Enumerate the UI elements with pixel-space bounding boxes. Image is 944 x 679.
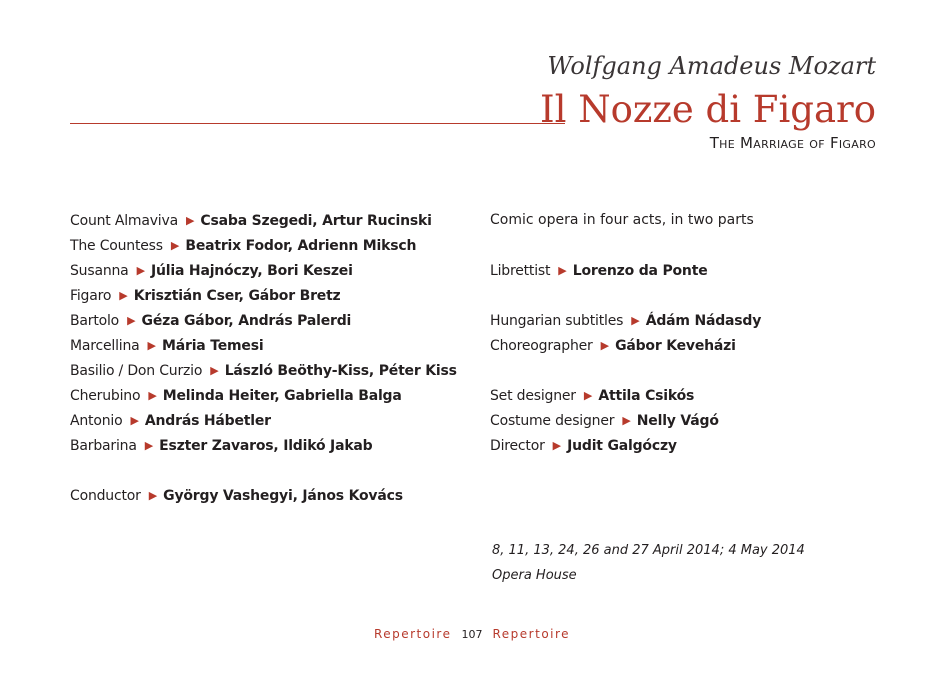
cast-row (70, 258, 457, 283)
role-label: Set designer (490, 388, 576, 404)
arrow-icon: ▶ (130, 414, 139, 427)
footer-section-right: Repertoire (492, 627, 571, 641)
role-label: Cherubino (70, 388, 141, 404)
arrow-icon: ▶ (600, 339, 610, 352)
performer-names: Júlia Hajnóczy, Bori Keszei (151, 263, 353, 279)
arrow-icon: ▶ (144, 439, 154, 452)
credit-names: Lorenzo da Ponte (572, 263, 708, 279)
role-label: Director (490, 438, 545, 454)
opera-subtitle: The Marriage of Figaro (709, 134, 876, 152)
title-rule (70, 123, 565, 124)
role-label: Basilio / Don Curzio (70, 363, 203, 379)
role-label: Marcellina (70, 338, 140, 354)
arrow-icon: ▶ (147, 339, 157, 352)
cast-row (70, 283, 457, 308)
performer-names: Géza Gábor, András Palerdi (141, 313, 352, 329)
page-number: 107 (461, 628, 483, 641)
cast-list (70, 208, 457, 508)
performer-names: Eszter Zavaros, Ildikó Jakab (159, 438, 373, 454)
performer-names: László Beöthy-Kiss, Péter Kiss (224, 363, 457, 379)
performance-info (492, 538, 805, 588)
choreographer-row (490, 333, 761, 358)
arrow-icon: ▶ (583, 389, 593, 402)
credit-names: Ádám Nádasdy (645, 313, 762, 329)
credit-names: Judit Galgóczy (567, 438, 677, 454)
production-info (490, 208, 761, 458)
conductor-row (70, 483, 457, 508)
costume-designer-row (490, 408, 761, 433)
cast-row (70, 208, 457, 233)
role-label: Susanna (70, 263, 129, 279)
performer-names: Krisztián Cser, Gábor Bretz (133, 288, 341, 304)
role-label: Bartolo (70, 313, 120, 329)
performer-names: György Vashegyi, János Kovács (163, 488, 403, 504)
cast-row (70, 358, 457, 383)
role-label: Antonio (70, 413, 123, 429)
opera-description: Comic opera in four acts, in two parts (490, 212, 754, 228)
performer-names: Mária Temesi (162, 338, 264, 354)
credit-names: Nelly Vágó (636, 413, 719, 429)
footer-section-left: Repertoire (373, 627, 452, 641)
role-label: Hungarian subtitles (490, 313, 624, 329)
arrow-icon: ▶ (631, 314, 640, 327)
cast-row (70, 408, 457, 433)
performer-names: András Hábetler (144, 413, 271, 429)
role-label: Barbarina (70, 438, 137, 454)
performer-names: Melinda Heiter, Gabriella Balga (162, 388, 402, 404)
subtitles-row (490, 308, 761, 333)
role-label: Costume designer (490, 413, 615, 429)
arrow-icon: ▶ (148, 489, 158, 502)
page-footer (0, 627, 944, 641)
role-label: Figaro (70, 288, 112, 304)
arrow-icon: ▶ (127, 314, 136, 327)
cast-row (70, 333, 457, 358)
librettist-row (490, 258, 761, 283)
opera-title: Il Nozze di Figaro (540, 88, 876, 131)
arrow-icon: ▶ (622, 414, 631, 427)
composer-name: Wolfgang Amadeus Mozart (547, 52, 876, 80)
role-label: Librettist (490, 263, 551, 279)
arrow-icon: ▶ (170, 239, 180, 252)
performer-names: Beatrix Fodor, Adrienn Miksch (185, 238, 417, 254)
arrow-icon: ▶ (119, 289, 128, 302)
performance-venue: Opera House (492, 568, 577, 583)
performance-dates: 8, 11, 13, 24, 26 and 27 April 2014; 4 May 2014 (492, 543, 805, 558)
director-row (490, 433, 761, 458)
arrow-icon: ▶ (185, 214, 195, 227)
arrow-icon: ▶ (558, 264, 567, 277)
cast-row (70, 233, 457, 258)
role-label: Count Almaviva (70, 213, 178, 229)
cast-row (70, 308, 457, 333)
arrow-icon: ▶ (136, 264, 146, 277)
performer-names: Csaba Szegedi, Artur Rucinski (200, 213, 432, 229)
cast-row (70, 433, 457, 458)
role-label: Choreographer (490, 338, 593, 354)
credit-names: Gábor Keveházi (615, 338, 736, 354)
arrow-icon: ▶ (148, 389, 157, 402)
credit-names: Attila Csikós (598, 388, 695, 404)
cast-row (70, 383, 457, 408)
role-label: Conductor (70, 488, 141, 504)
set-designer-row (490, 383, 761, 408)
arrow-icon: ▶ (552, 439, 562, 452)
role-label: The Countess (70, 238, 163, 254)
arrow-icon: ▶ (210, 364, 219, 377)
